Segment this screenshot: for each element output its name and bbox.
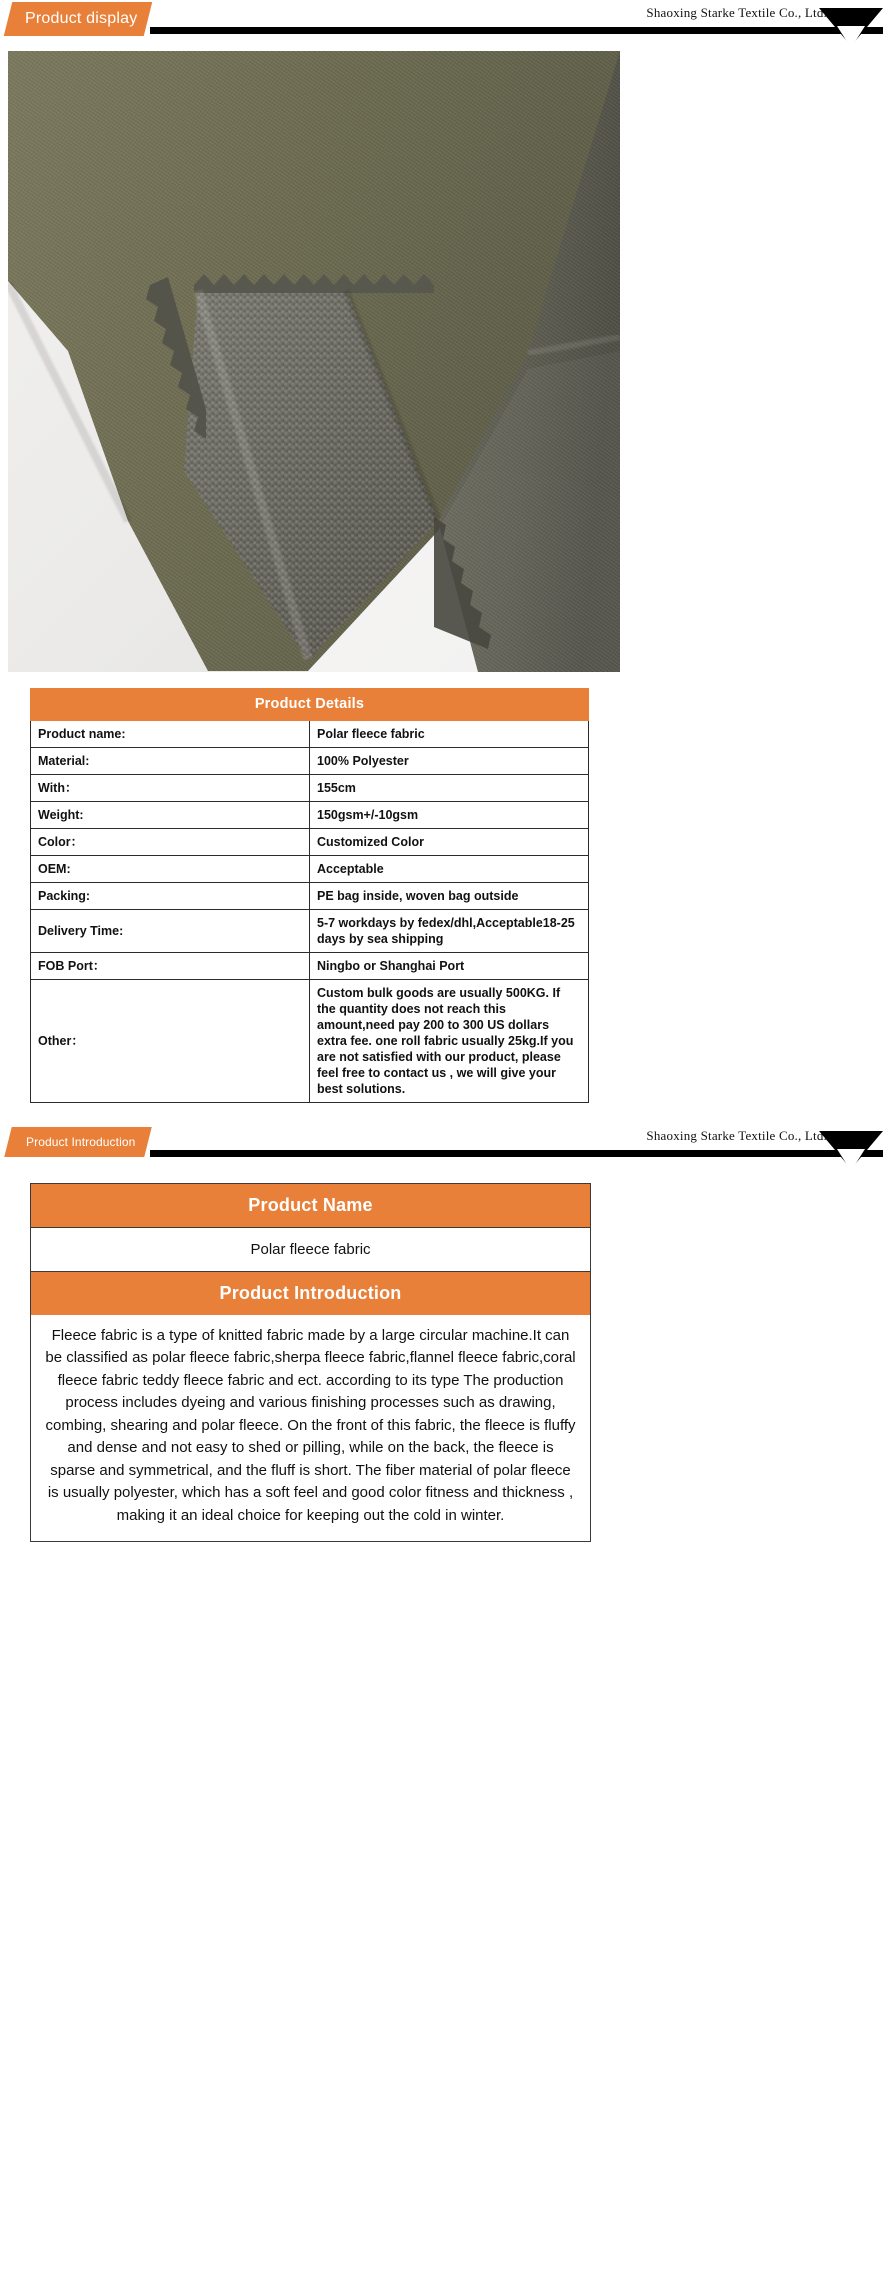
row-value: Acceptable (310, 855, 589, 882)
triangle-notch-icon-bottom (837, 1149, 865, 1171)
product-display-tag-label: Product display (24, 10, 138, 27)
row-value: Ningbo or Shanghai Port (310, 952, 589, 979)
table-row (31, 979, 589, 1102)
product-name-header: Product Name (31, 1184, 590, 1227)
banner-rule-top (150, 27, 883, 34)
table-row (31, 774, 589, 801)
row-value: PE bag inside, woven bag outside (310, 882, 589, 909)
row-key: OEM: (31, 855, 310, 882)
table-row (31, 747, 589, 774)
row-key: Weight: (31, 801, 310, 828)
row-key: Material: (31, 747, 310, 774)
table-row (31, 720, 589, 747)
company-name-top: Shaoxing Starke Textile Co., Ltd. (646, 5, 827, 20)
triangle-notch-icon-top (837, 26, 865, 48)
table-row (31, 882, 589, 909)
product-introduction-block (30, 1183, 591, 1543)
product-introduction-tag (4, 1127, 151, 1157)
table-row (31, 909, 589, 952)
product-details-table-wrap (30, 688, 589, 1103)
table-row (31, 801, 589, 828)
table-row (31, 855, 589, 882)
product-introduction-banner (0, 1123, 895, 1169)
row-key: Packing: (31, 882, 310, 909)
row-value: Customized Color (310, 828, 589, 855)
row-key: Product name: (31, 720, 310, 747)
product-introduction-text: Fleece fabric is a type of knitted fabric made by a large circular machine.It can be classified as polar fleece fabric,sherpa fleece fabric,flannel fleece fabric,coral fleece fabric teddy fleece fabric and ect. according to its type The production process includes dyeing and various finishing processes such as drawing, combing, shearing and polar fleece. On the front of this fabric, the fleece is fluffy and dense and not easy to shed or pilling, while on the back, the fleece is sparse and symmetrical, and the fluff is short. The fiber material of polar fleece is usually polyester, which has a soft feel and good color fitness and thickness , making it an ideal choice for keeping out the cold in winter. (31, 1315, 590, 1542)
product-name-value: Polar fleece fabric (31, 1227, 590, 1272)
row-key: With： (31, 774, 310, 801)
row-value: Custom bulk goods are usually 500KG. If the quantity does not reach this amount,need pay 200 to 300 US dollars extra fee. one roll fabric usually 25kg.If you are not satisfied with our product, please feel free to contact us , we will give your best solutions. (310, 979, 589, 1102)
product-details-table (30, 688, 589, 1103)
row-key: Delivery Time: (31, 909, 310, 952)
row-value: 5-7 workdays by fedex/dhl,Acceptable18-25 days by sea shipping (310, 909, 589, 952)
row-value: 100% Polyester (310, 747, 589, 774)
company-name-bottom: Shaoxing Starke Textile Co., Ltd. (646, 1127, 827, 1143)
table-row (31, 828, 589, 855)
row-key: FOB Port： (31, 952, 310, 979)
banner-rule-bottom (150, 1150, 883, 1157)
product-introduction-header: Product Introduction (31, 1272, 590, 1315)
product-photo (8, 51, 620, 672)
row-value: 150gsm+/-10gsm (310, 801, 589, 828)
row-key: Color： (31, 828, 310, 855)
product-display-banner (0, 0, 895, 46)
row-value: Polar fleece fabric (310, 720, 589, 747)
table-row (31, 952, 589, 979)
product-introduction-tag-label: Product Introduction (26, 1134, 136, 1149)
product-details-header: Product Details (31, 689, 589, 721)
row-value: 155cm (310, 774, 589, 801)
fabric-illustration (8, 51, 620, 672)
table-header-row (31, 689, 589, 721)
product-display-tag (4, 2, 152, 36)
row-key: Other： (31, 979, 310, 1102)
